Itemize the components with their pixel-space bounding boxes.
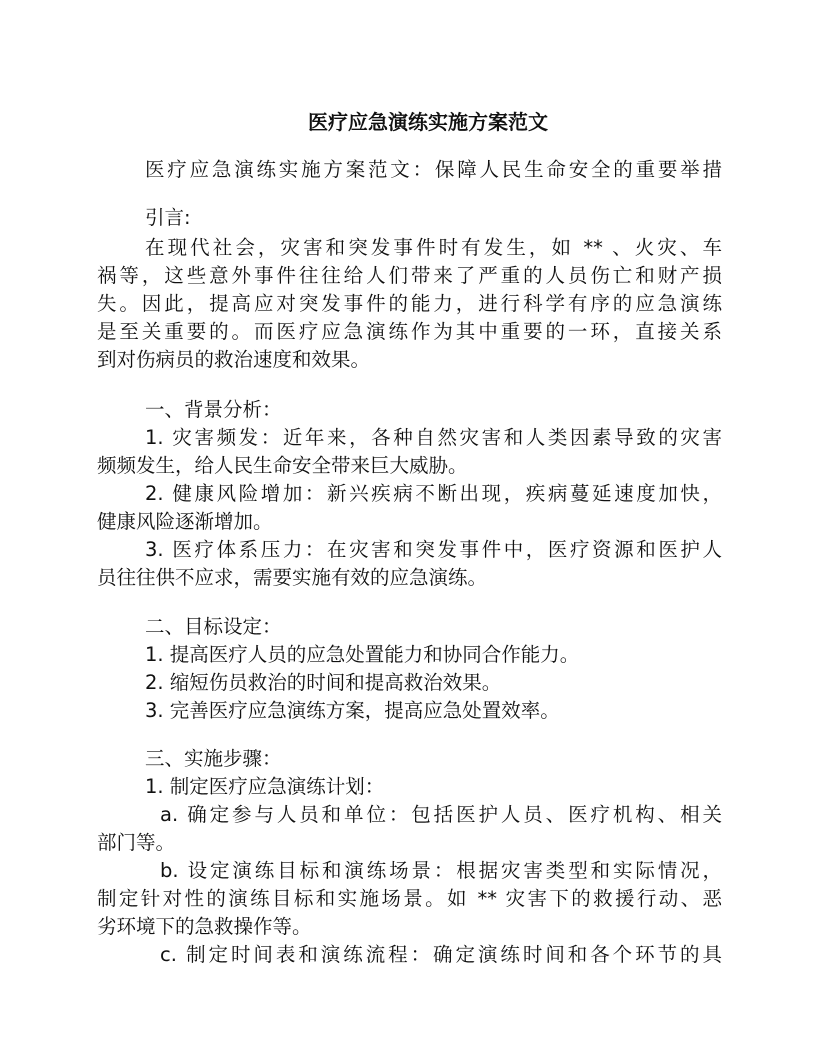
paragraph-line: 在现代社会，灾害和突发事件时有发生，如 ** 、火灾、车 (145, 236, 722, 259)
paragraph-line: 祸等，这些意外事件往往给人们带来了严重的人员伤亡和财产损 (97, 264, 722, 287)
paragraph-line: b. 设定演练目标和演练场景：根据灾害类型和实际情况， (160, 859, 722, 882)
paragraph-line: a. 确定参与人员和单位：包括医护人员、医疗机构、相关 (160, 803, 722, 826)
paragraph-line: 1. 灾害频发：近年来，各种自然灾害和人类因素导致的灾害 (145, 426, 722, 449)
paragraph-line: 制定针对性的演练目标和实施场景。如 ** 灾害下的救援行动、恶 (97, 887, 722, 910)
paragraph-line: 劣环境下的急救操作等。 (97, 915, 312, 938)
section-heading: 二、目标设定： (145, 615, 282, 638)
paragraph-line: 2. 缩短伤员救治的时间和提高救治效果。 (145, 671, 502, 694)
paragraph-line: 员往往供不应求，需要实施有效的应急演练。 (97, 566, 488, 589)
paragraph-line: 是至关重要的。而医疗应急演练作为其中重要的一环，直接关系 (97, 320, 722, 343)
section-heading: 引言: (145, 206, 191, 229)
paragraph-line: 到对伤病员的救治速度和效果。 (97, 348, 371, 371)
paragraph-line: 健康风险逐渐增加。 (97, 510, 273, 533)
paragraph-line: 1. 提高医疗人员的应急处置能力和协同合作能力。 (145, 643, 580, 666)
paragraph-line: 1. 制定医疗应急演练计划： (145, 775, 385, 798)
paragraph-line: c. 制定时间表和演练流程：确定演练时间和各个环节的具 (160, 943, 722, 966)
paragraph-line: 3. 医疗体系压力：在灾害和突发事件中，医疗资源和医护人 (145, 538, 722, 561)
section-heading: 三、实施步骤： (145, 747, 282, 770)
document-title: 医疗应急演练实施方案范文 (308, 110, 548, 134)
section-heading: 一、背景分析： (145, 398, 282, 421)
paragraph-line: 失。因此，提高应对突发事件的能力，进行科学有序的应急演练 (97, 292, 722, 315)
paragraph-line: 2. 健康风险增加：新兴疾病不断出现，疾病蔓延速度加快， (145, 482, 722, 505)
subtitle: 医疗应急演练实施方案范文：保障人民生命安全的重要举措 (145, 158, 722, 181)
paragraph-line: 3. 完善医疗应急演练方案，提高应急处置效率。 (145, 699, 560, 722)
paragraph-line: 频频发生，给人民生命安全带来巨大威胁。 (97, 454, 468, 477)
paragraph-line: 部门等。 (97, 831, 176, 854)
